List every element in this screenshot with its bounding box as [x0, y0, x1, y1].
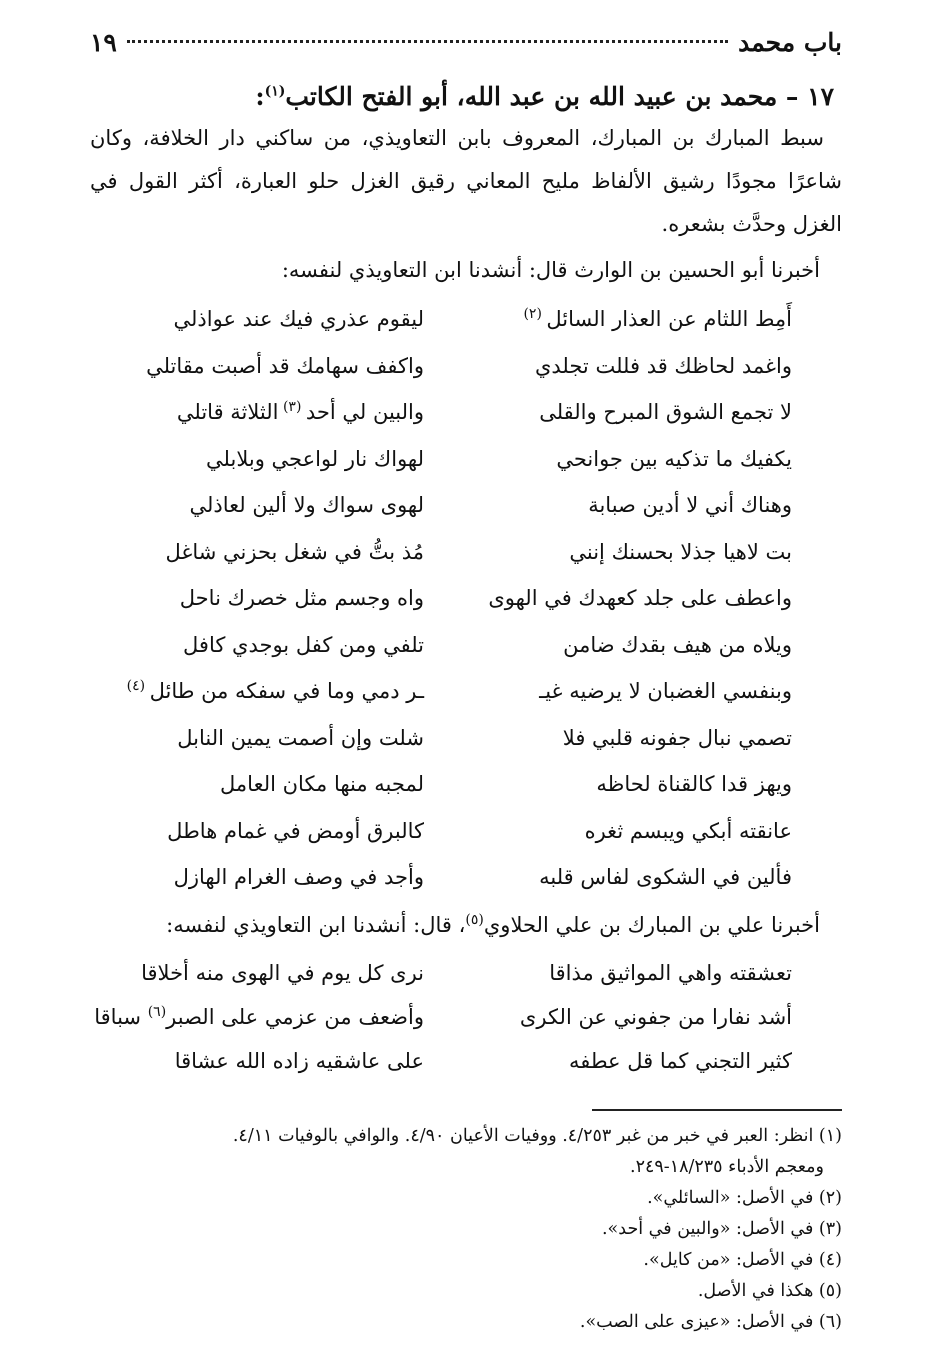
first-hemistich: ويلاه من هيف بقدك ضامن — [563, 632, 792, 657]
second-hemistich: ليقوم عذري فيك عند عواذلي — [173, 307, 424, 331]
verse — [90, 529, 842, 576]
footnote: (٦) في الأصل: «عيزى على الصب». — [579, 1311, 842, 1332]
first-hemistich: عانقته أبكي ويبسم ثغره — [584, 818, 792, 843]
footnote: (٣) في الأصل: «والبين في أحد». — [601, 1218, 842, 1239]
verse — [90, 715, 842, 762]
poem-2 — [90, 951, 842, 1083]
verse — [90, 808, 842, 855]
poem-1 — [90, 296, 842, 901]
entry-title-colon: : — [255, 82, 265, 111]
verse — [90, 296, 842, 343]
first-hemistich: بت لاهيا جذلا بحسنك إنني — [569, 539, 792, 564]
second-hemistich: شلت وإن أصمت يمين النابل — [177, 725, 424, 750]
entry-heading — [90, 82, 834, 111]
verse — [90, 951, 842, 995]
poem-1-intro: أخبرنا أبو الحسين بن الوارث قال: أنشدنا ابن التعاويذي لنفسه: — [281, 258, 820, 282]
first-hemistich: ويهز قدا كالقناة لحاظه — [596, 772, 792, 796]
second-hemistich: لمجبه منها مكان العامل — [220, 772, 424, 796]
footnote-ref[interactable]: (٤) — [126, 678, 150, 694]
second-hemistich: لهواك نار لواعجي وبلابلي — [206, 446, 424, 471]
verse — [90, 389, 842, 436]
verse — [90, 575, 842, 622]
first-hemistich: تعشقته واهي المواثيق مذاقا — [549, 960, 792, 985]
footnote: (٢) في الأصل: «السائلي». — [647, 1187, 842, 1208]
biography-paragraph: سبط المبارك بن المبارك، المعروف بابن التعاويذي، من ساكني دار الخلافة، وكان شاعرًا مجودًا رشيق الألفاظ مليح المعاني رقيق الغزل حلو العبارة، أكثر القول في الغزل وحدَّث بشعره. — [90, 126, 842, 236]
footnote: (٤) في الأصل: «من كايل». — [643, 1249, 842, 1270]
footnote: (٥) هكذا في الأصل. — [697, 1280, 842, 1301]
footnote-ref[interactable]: (٥) — [465, 911, 484, 928]
footnote-ref[interactable]: (٢) — [523, 306, 547, 322]
section-title: باب محمد — [738, 28, 842, 57]
footnote-separator — [592, 1109, 842, 1111]
second-hemistich: وأجد في وصف الغرام الهازل — [173, 865, 424, 889]
verse — [90, 622, 842, 669]
verse — [90, 761, 842, 808]
first-hemistich: واعطف على جلد كعهدك في الهوى — [488, 586, 792, 610]
first-hemistich: لا تجمع الشوق المبرح والقلى — [539, 400, 792, 424]
second-hemistich: تلفي ومن كفل بوجدي كافل — [183, 632, 424, 657]
first-hemistich: كثير التجني كما قل عطفه — [568, 1048, 792, 1073]
second-hemistich: وأضعف من عزمي على الصبر$^{(٦)}$ سباقا — [94, 1003, 424, 1029]
footnote: (١) انظر: العبر في خبر من غبر ٤/٢٥٣. ووفيات الأعيان ٤/٩٠. والوافي بالوفيات ٤/١١. ومعجم الأدباء ١٨/٢٣٥-٢٤٩. — [232, 1125, 842, 1177]
second-hemistich: نرى كل يوم في الهوى منه أخلاقا — [141, 960, 424, 985]
page-number: ١٩ — [90, 28, 117, 57]
second-hemistich: لهوى سواك ولا ألين لعاذلي — [189, 493, 424, 517]
second-hemistich: ـر دمي وما في سفكه من طائل $^{(٤)}$ — [126, 678, 424, 703]
verse — [90, 995, 842, 1039]
first-hemistich: أَمِط اللثام عن العذار السائل $^{(٢)}$ — [523, 306, 792, 331]
first-hemistich: واغمد لحاظك قد فللت تجلدي — [534, 353, 792, 378]
second-hemistich: على عاشقيه زاده الله عشاقا — [174, 1048, 424, 1073]
second-hemistich: كالبرق أومض في غمام هاطل — [167, 818, 424, 843]
running-header — [90, 28, 842, 68]
poem-2-intro: أخبرنا علي بن المبارك بن علي الحلاوي$^{(٥)}$، قال: أنشدنا ابن التعاويذي لنفسه: — [166, 911, 820, 937]
second-hemistich: واه وجسم مثل خصرك ناحل — [179, 586, 424, 610]
footnote-ref[interactable]: (١) — [264, 83, 286, 100]
first-hemistich: فألين في الشكوى لفاس قلبه — [539, 865, 792, 889]
leader-dots — [127, 40, 728, 43]
first-hemistich: وهناك أني لا أدين صبابة — [588, 493, 792, 517]
verse — [90, 668, 842, 715]
verse — [90, 1039, 842, 1083]
first-hemistich: تصمي نبال جفونه قلبي فلا — [562, 725, 792, 750]
first-hemistich: وبنفسي الغضبان لا يرضيه غيـ — [539, 679, 792, 703]
first-hemistich: يكفيك ما تذكيه بين جوانحي — [556, 446, 792, 471]
second-hemistich: مُذ بتُّ في شغل بحزني شاغل — [165, 539, 424, 564]
footnote-ref[interactable]: (٦) — [147, 1003, 167, 1020]
book-page — [90, 28, 842, 1338]
verse — [90, 436, 842, 483]
second-hemistich: واكفف سهامك قد أصبت مقاتلي — [146, 353, 424, 378]
verse — [90, 343, 842, 390]
entry-title-text: ١٧ – محمد بن عبيد الله بن عبد الله، أبو الفتح الكاتب — [285, 82, 834, 111]
verse — [90, 854, 842, 901]
second-hemistich: والبين لي أحد $^{(٣)}$ الثلاثة قاتلي — [176, 399, 424, 424]
footnote-ref[interactable]: (٣) — [278, 399, 306, 415]
first-hemistich: أشد نفارا من جفوني عن الكرى — [519, 1004, 792, 1029]
verse — [90, 482, 842, 529]
footnotes — [90, 1121, 842, 1338]
